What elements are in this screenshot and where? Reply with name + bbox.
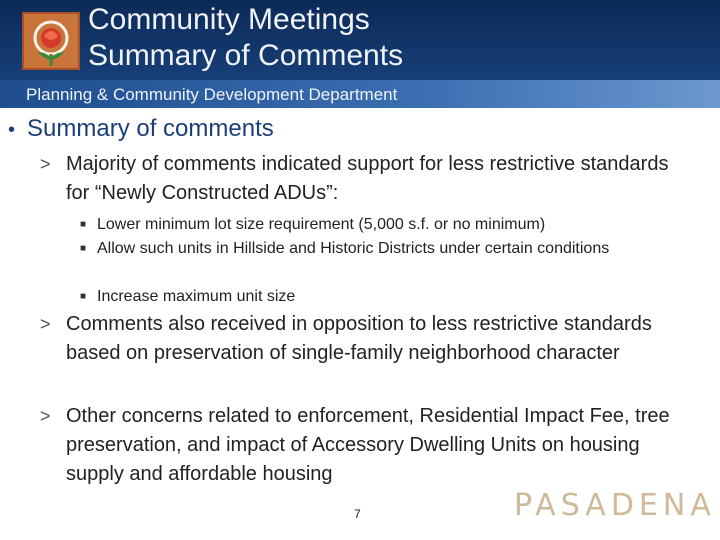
sub-list-item: [80, 213, 680, 237]
department-bar: [0, 80, 720, 108]
title-line-1: Community Meetings: [88, 3, 370, 36]
square-bullet-icon: ■: [80, 219, 87, 230]
list-item-text: Other concerns related to enforcement, Residential Impact Fee, tree preservation, and impact of Accessory Dwelling Units on housing supply and affordable housing: [66, 405, 670, 485]
list-item: [40, 150, 690, 208]
main-heading: [8, 114, 274, 145]
title-line-2: Summary of Comments: [88, 39, 404, 72]
heading-text: Summary of comments: [27, 115, 274, 142]
bullet-icon: •: [8, 119, 16, 141]
sub-list-item-text: Lower minimum lot size requirement (5,000 s.f. or no minimum): [97, 216, 546, 233]
sub-list-item: [80, 285, 680, 309]
sub-list-item-text: Increase maximum unit size: [97, 288, 296, 305]
header-bar: [0, 0, 720, 80]
list-item-text: Majority of comments indicated support for less restrictive standards for “Newly Constructed ADUs”:: [66, 153, 669, 204]
sub-list-item-text: Allow such units in Hillside and Historic Districts under certain conditions: [97, 240, 610, 257]
square-bullet-icon: ■: [80, 243, 87, 254]
pasadena-logo: PASADENA: [514, 488, 716, 523]
list-item-text: Comments also received in opposition to less restrictive standards based on preservation of single-family neighborhood character: [66, 313, 652, 364]
square-bullet-icon: ■: [80, 291, 87, 302]
chevron-right-icon: >: [40, 406, 51, 426]
chevron-right-icon: >: [40, 314, 51, 334]
department-name: Planning & Community Development Department: [26, 85, 398, 104]
list-item: [40, 402, 690, 489]
page-number: 7: [354, 507, 361, 521]
page-title: [88, 2, 403, 74]
chevron-right-icon: >: [40, 154, 51, 174]
list-item: [40, 310, 690, 368]
rose-logo-icon: [22, 12, 80, 70]
sub-list-item: [80, 237, 680, 261]
